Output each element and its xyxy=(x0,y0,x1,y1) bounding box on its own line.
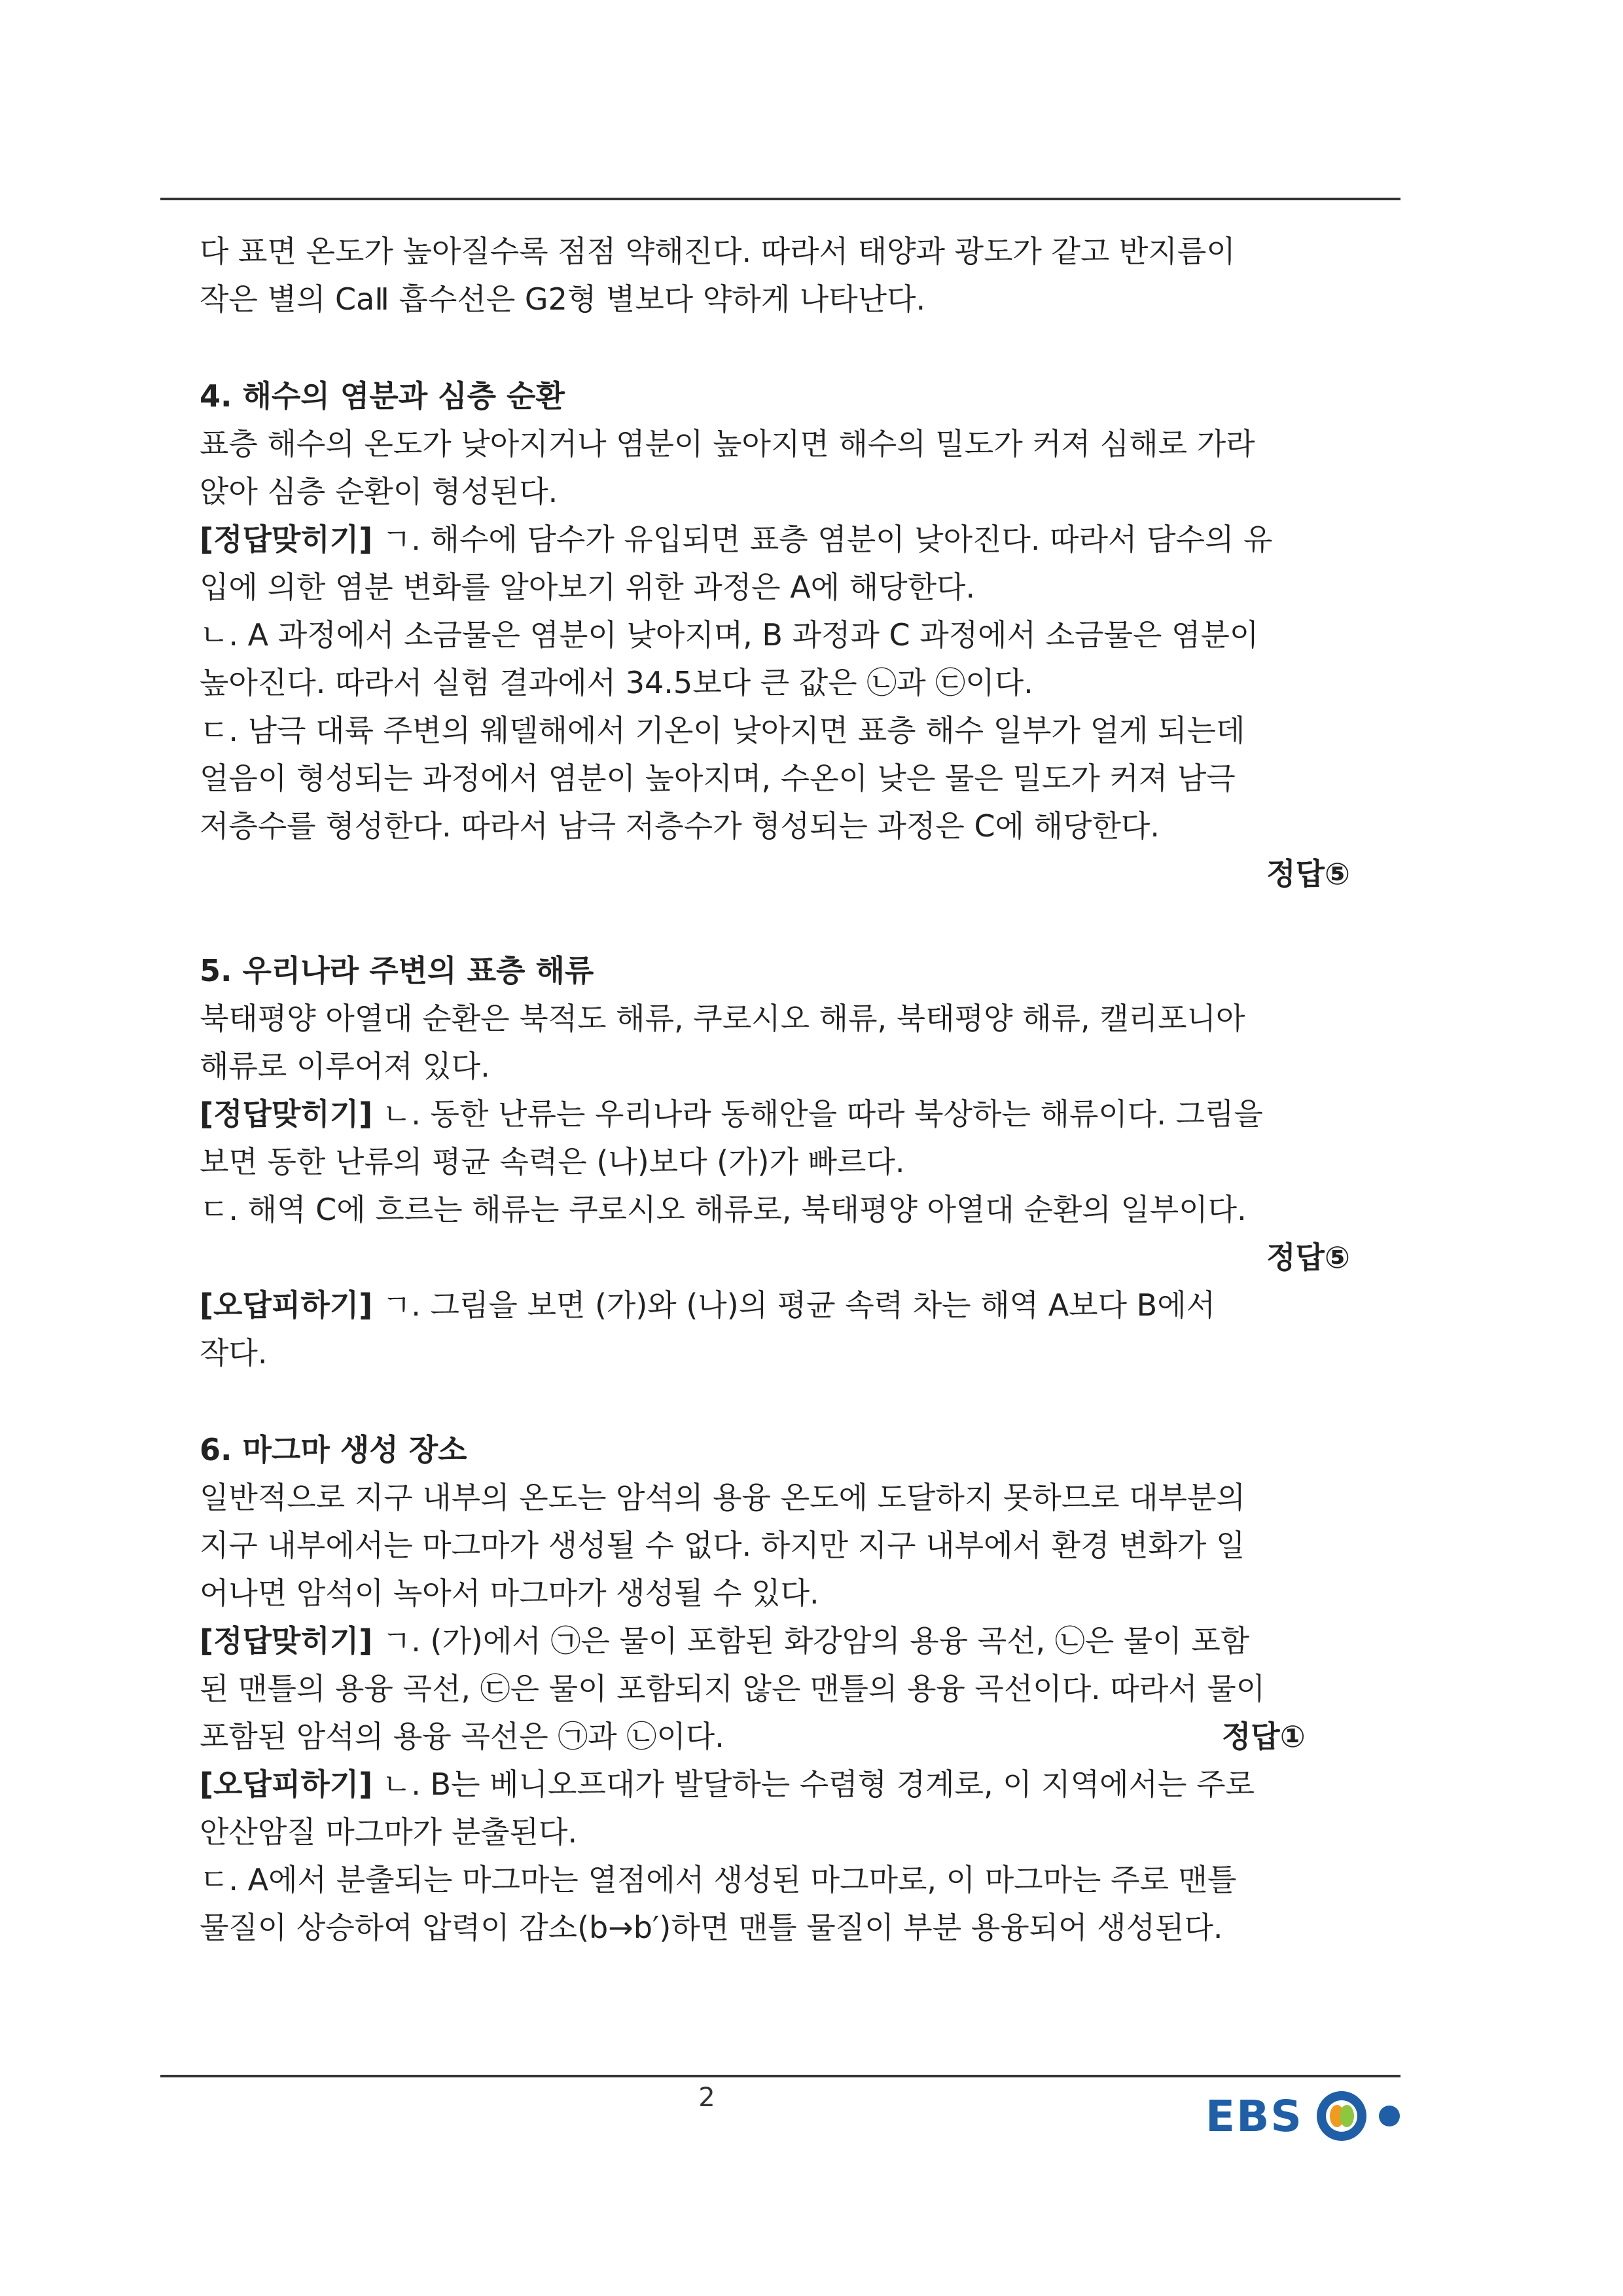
section-4-correct-line: 저층수를 형성한다. 따라서 남극 저층수가 형성되는 과정은 C에 해당한다. xyxy=(200,808,1160,844)
section-5-body-line: 해류로 이루어져 있다. xyxy=(200,1049,490,1084)
section-4-correct-line: ㄴ. A 과정에서 소금물은 염분이 낮아지며, B 과정과 C 과정에서 소금물은 염분이 xyxy=(200,617,1259,653)
section-5-correct-line: 보면 동한 난류의 평균 속력은 (나)보다 (가)가 빠르다. xyxy=(200,1144,905,1179)
footer-rule xyxy=(160,2075,1400,2077)
section-6-answer: 정답① xyxy=(1221,1719,1306,1754)
section-6-body-line: 일반적으로 지구 내부의 온도는 암석의 용융 온도에 도달하지 못하므로 대부분의 xyxy=(200,1480,1245,1515)
section-5-answer: 정답⑤ xyxy=(1266,1240,1350,1275)
correct-answer-tag: [정답맞히기] xyxy=(200,1096,373,1132)
section-6-wrong-line: [오답피하기] ㄴ. B는 베니오프대가 발달하는 수렴형 경계로, 이 지역에서는 주로 xyxy=(200,1767,1255,1802)
section-4-correct-line: ㄷ. 남극 대륙 주변의 웨델해에서 기온이 낮아지면 표층 해수 일부가 얼게 되는데 xyxy=(200,713,1245,748)
section-4-body-line: 앉아 심층 순환이 형성된다. xyxy=(200,474,558,509)
section-6-wrong-line: 물질이 상승하여 압력이 감소(b→b′)하면 맨틀 물질이 부분 용융되어 생성된다. xyxy=(200,1910,1223,1945)
section-4-correct-line: 입에 의한 염분 변화를 알아보기 위한 과정은 A에 해당한다. xyxy=(200,569,976,605)
header-rule xyxy=(160,198,1400,200)
section-5-correct-line: [정답맞히기] ㄴ. 동한 난류는 우리나라 동해안을 따라 북상하는 해류이다. 그림을 xyxy=(200,1096,1263,1132)
ebs-logo xyxy=(1205,2087,1404,2145)
wrong-answer-tag: [오답피하기] xyxy=(200,1767,373,1802)
section-6-body-line: 지구 내부에서는 마그마가 생성될 수 없다. 하지만 지구 내부에서 환경 변화가 일 xyxy=(200,1528,1245,1563)
section-4-body-line: 표층 해수의 온도가 낮아지거나 염분이 높아지면 해수의 밀도가 커져 심해로 가라 xyxy=(200,426,1255,461)
section-4-correct-line: 얼음이 형성되는 과정에서 염분이 높아지며, 수온이 낮은 물은 밀도가 커져 남극 xyxy=(200,761,1236,796)
correct-answer-tag: [정답맞히기] xyxy=(200,1623,373,1659)
section-5-body-line: 북태평양 아열대 순환은 북적도 해류, 쿠로시오 해류, 북태평양 해류, 캘리포니아 xyxy=(200,1001,1245,1036)
section-6-body-line: 어나면 암석이 녹아서 마그마가 생성될 수 있다. xyxy=(200,1575,819,1611)
ebs-logo-icon xyxy=(1312,2087,1404,2145)
ebs-logo-text: EBS xyxy=(1205,2090,1303,2142)
section-4-answer: 정답⑤ xyxy=(1266,856,1350,891)
section-6-correct-line: 포함된 암석의 용융 곡선은 ㉠과 ㉡이다. 정답① xyxy=(200,1719,1306,1754)
section-4-title: 4. 해수의 염분과 심층 순환 xyxy=(200,378,565,414)
section-5-correct-line: ㄷ. 해역 C에 흐르는 해류는 쿠로시오 해류로, 북태평양 아열대 순환의 일부이다. xyxy=(200,1192,1247,1227)
section-5-title: 5. 우리나라 주변의 표층 해류 xyxy=(200,953,594,988)
correct-answer-tag: [정답맞히기] xyxy=(200,522,373,557)
page-content xyxy=(200,228,1358,1952)
section-5-wrong-line: [오답피하기] ㄱ. 그림을 보면 (가)와 (나)의 평균 속력 차는 해역 A보다 B에서 xyxy=(200,1287,1216,1323)
section-5-wrong-line: 작다. xyxy=(200,1335,268,1371)
wrong-answer-tag: [오답피하기] xyxy=(200,1287,373,1323)
section-6-correct-line: 된 맨틀의 용융 곡선, ㉢은 물이 포함되지 않은 맨틀의 용융 곡선이다. 따라서 물이 xyxy=(200,1671,1266,1706)
intro-line: 작은 별의 CaⅡ 흡수선은 G2형 별보다 약하게 나타난다. xyxy=(200,281,926,317)
section-4-correct-line: 높아진다. 따라서 실험 결과에서 34.5보다 큰 값은 ㉡과 ㉢이다. xyxy=(200,665,1033,700)
section-6-correct-line: [정답맞히기] ㄱ. (가)에서 ㉠은 물이 포함된 화강암의 용융 곡선, ㉡은 물이 포함 xyxy=(200,1623,1250,1659)
section-6-wrong-line: ㄷ. A에서 분출되는 마그마는 열점에서 생성된 마그마로, 이 마그마는 주로 맨틀 xyxy=(200,1862,1237,1897)
section-6-wrong-line: 안산암질 마그마가 분출된다. xyxy=(200,1814,578,1850)
intro-line: 다 표면 온도가 높아질수록 점점 약해진다. 따라서 태양과 광도가 같고 반지름이 xyxy=(200,234,1236,269)
section-4-correct-line: [정답맞히기] ㄱ. 해수에 담수가 유입되면 표층 염분이 낮아진다. 따라서 담수의 유 xyxy=(200,522,1273,557)
section-6-title: 6. 마그마 생성 장소 xyxy=(200,1432,467,1467)
page-number: 2 xyxy=(698,2083,715,2113)
